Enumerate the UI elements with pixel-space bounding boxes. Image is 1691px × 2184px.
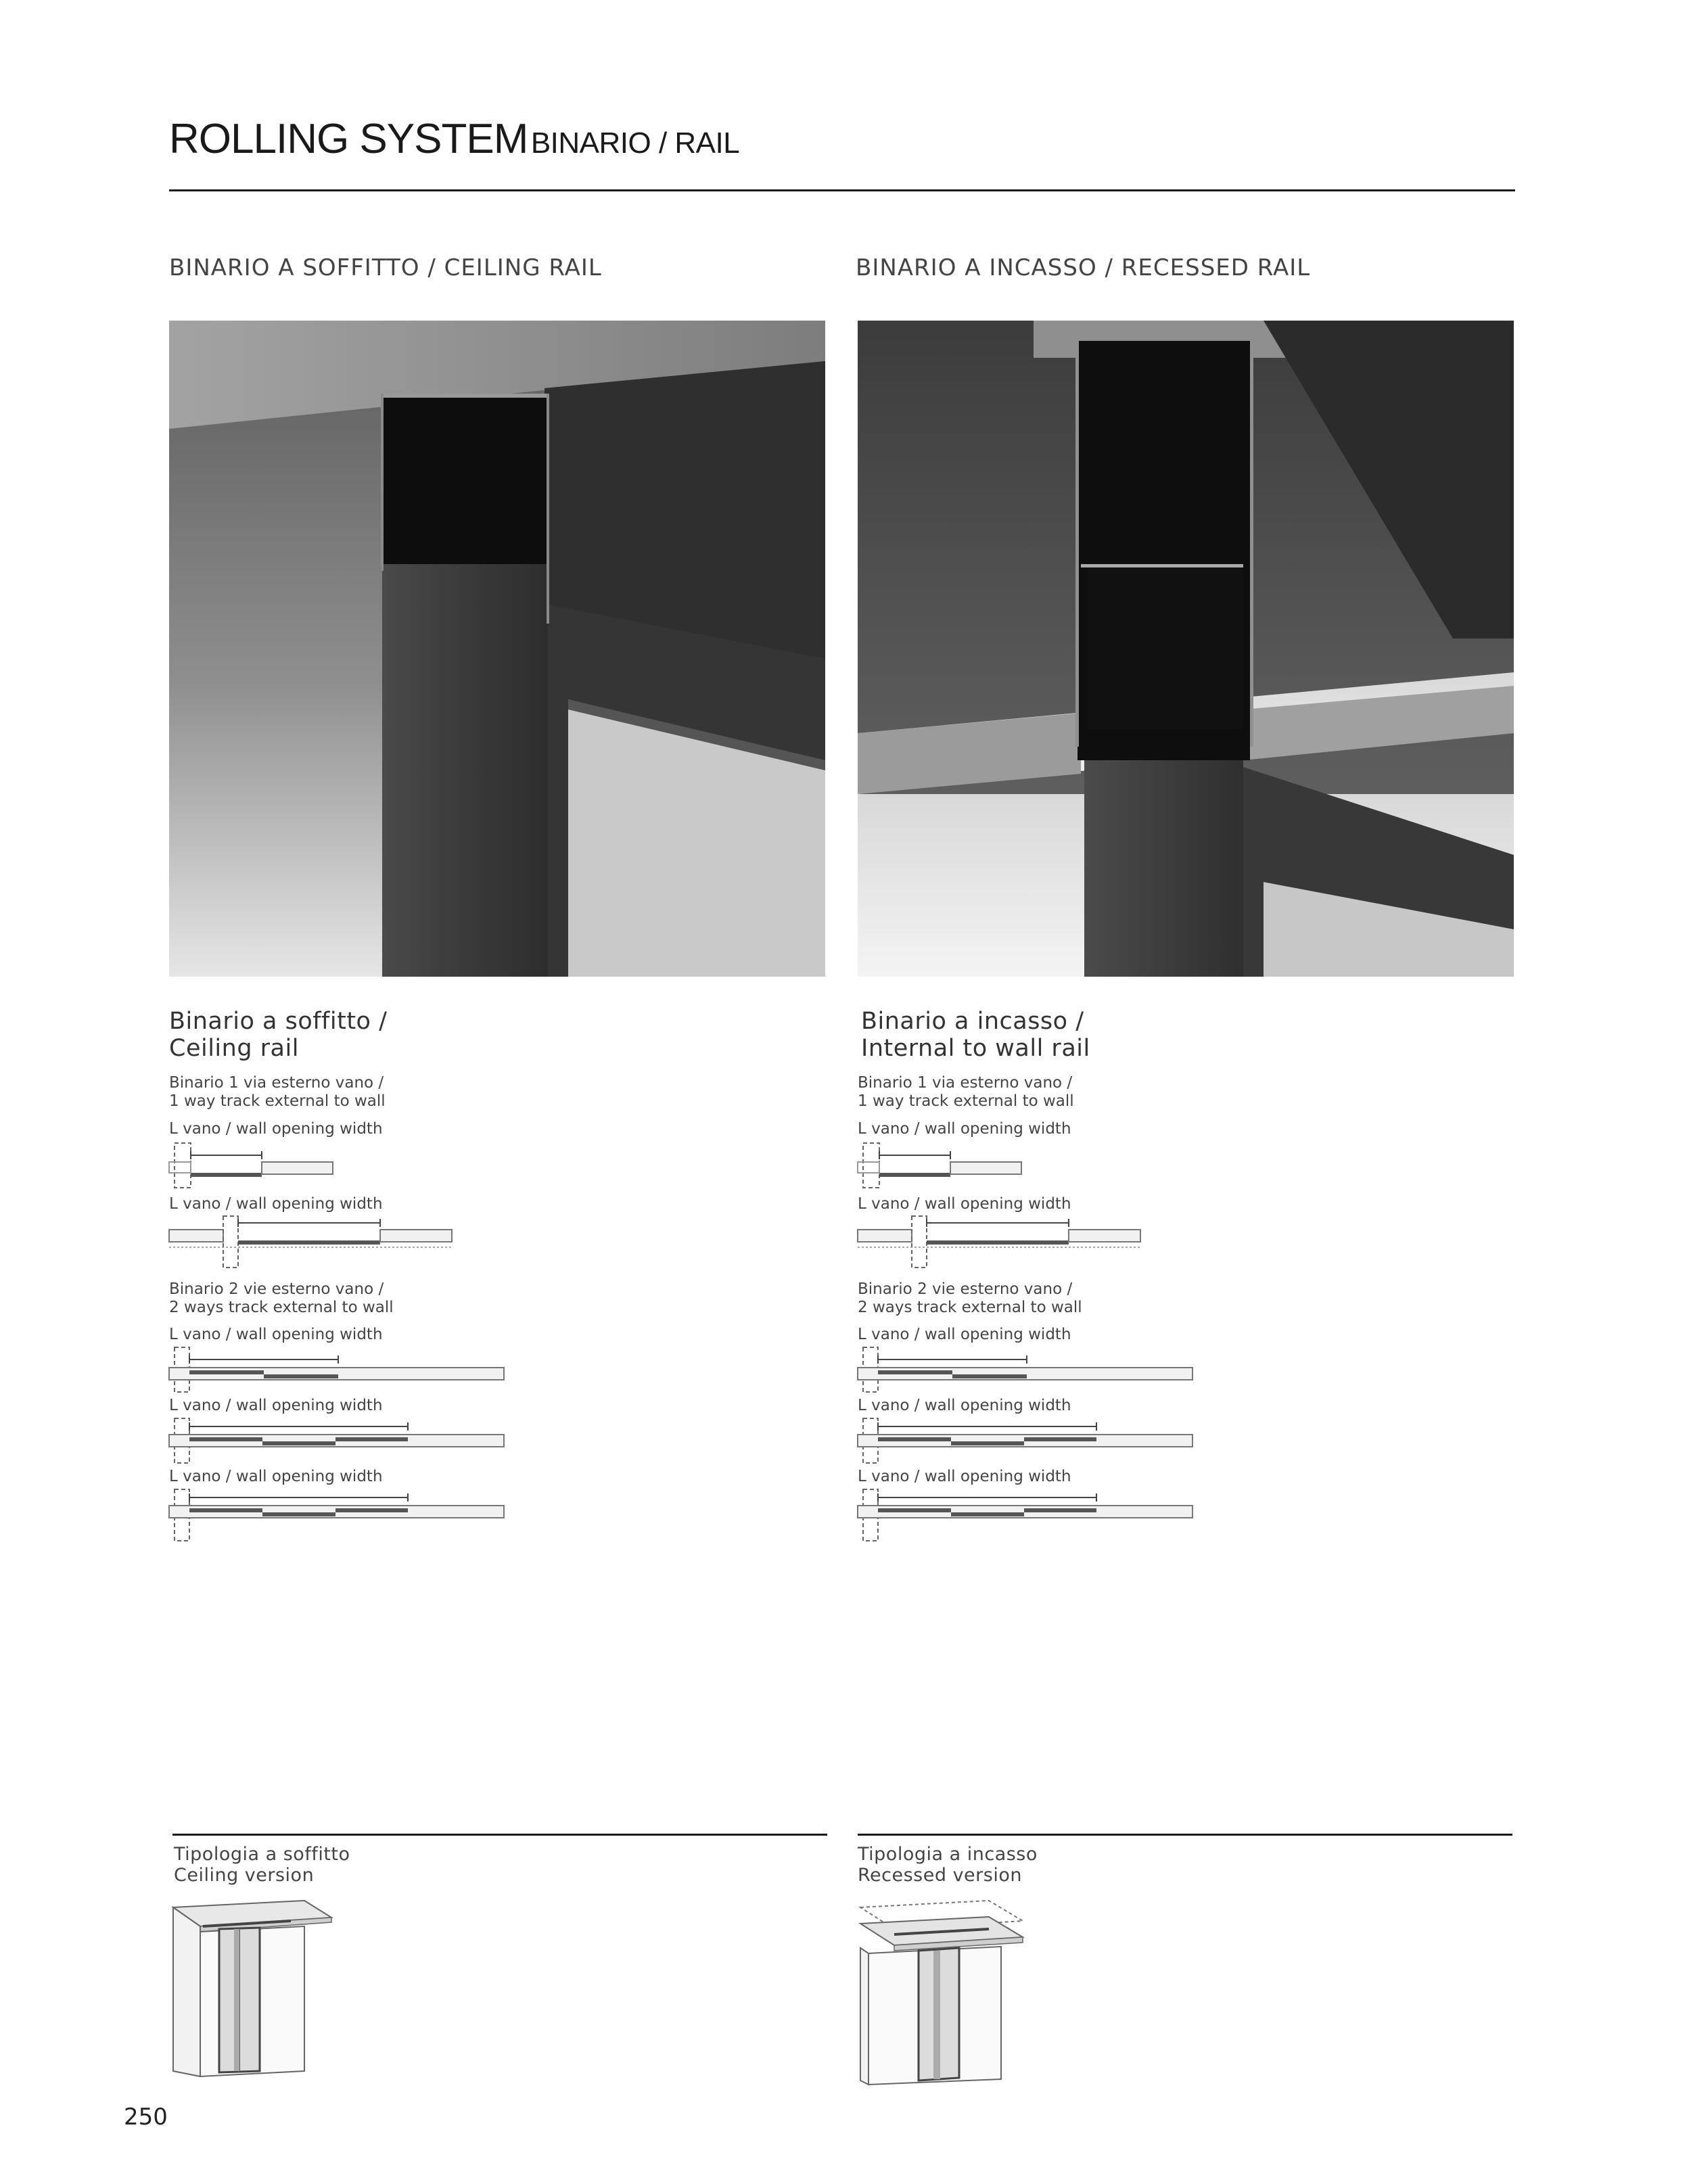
recessed-version-illustration: [854, 1894, 1036, 2090]
right-group1-line1: Binario 1 via esterno vano /: [858, 1074, 1073, 1092]
title-main: ROLLING SYSTEM: [169, 116, 528, 162]
right-width-label-4: L vano / wall opening width: [858, 1397, 1071, 1414]
page-number: 250: [124, 2104, 168, 2131]
right-subheading: [861, 1008, 1090, 1062]
left-group1-line2: 1 way track external to wall: [169, 1092, 386, 1110]
right-subheading-line2: Internal to wall rail: [861, 1035, 1090, 1062]
left-footer-line2: Ceiling version: [174, 1865, 315, 1886]
left-footer-divider: [172, 1834, 827, 1836]
right-group1-line2: 1 way track external to wall: [858, 1092, 1074, 1110]
right-width-label-3: L vano / wall opening width: [858, 1326, 1071, 1343]
left-group1-line1: Binario 1 via esterno vano /: [169, 1074, 384, 1092]
left-width-label-4: L vano / wall opening width: [169, 1397, 383, 1414]
right-diagram-1: [858, 1142, 1027, 1189]
right-diagram-2: [858, 1215, 1149, 1269]
left-group2-line1: Binario 2 vie esterno vano /: [169, 1280, 384, 1298]
right-width-label-1: L vano / wall opening width: [858, 1120, 1071, 1138]
right-diagram-3: [858, 1346, 1196, 1393]
left-width-label-2: L vano / wall opening width: [169, 1195, 383, 1213]
title-sub: BINARIO / RAIL: [530, 126, 740, 160]
ceiling-version-illustration: [169, 1894, 338, 2083]
left-width-label-1: L vano / wall opening width: [169, 1120, 383, 1138]
left-column-heading: BINARIO A SOFFITTO / CEILING RAIL: [169, 254, 602, 281]
right-width-label-5: L vano / wall opening width: [858, 1468, 1071, 1485]
left-width-label-3: L vano / wall opening width: [169, 1326, 383, 1343]
right-group2-line1: Binario 2 vie esterno vano /: [858, 1280, 1073, 1298]
left-footer-line1: Tipologia a soffitto: [174, 1844, 350, 1865]
right-footer-line1: Tipologia a incasso: [858, 1844, 1038, 1865]
right-footer-divider: [858, 1834, 1512, 1836]
left-diagram-5: [169, 1488, 507, 1542]
ceiling-rail-photo: [169, 321, 825, 977]
left-footer-caption: [174, 1844, 350, 1886]
right-group2-caption: [858, 1280, 1082, 1317]
left-group2-line2: 2 ways track external to wall: [169, 1299, 394, 1316]
right-footer-line2: Recessed version: [858, 1865, 1022, 1886]
left-group2-caption: [169, 1280, 394, 1317]
left-width-label-5: L vano / wall opening width: [169, 1468, 383, 1485]
left-subheading-line1: Binario a soffitto /: [169, 1008, 388, 1035]
right-diagram-5: [858, 1488, 1196, 1542]
right-footer-caption: [858, 1844, 1038, 1886]
right-width-label-2: L vano / wall opening width: [858, 1195, 1071, 1213]
right-group2-line2: 2 ways track external to wall: [858, 1299, 1082, 1316]
page-title: [169, 115, 739, 163]
left-diagram-3: [169, 1346, 507, 1393]
right-diagram-4: [858, 1417, 1196, 1464]
left-diagram-4: [169, 1417, 507, 1464]
title-divider: [169, 189, 1515, 191]
left-subheading-line2: Ceiling rail: [169, 1035, 299, 1062]
right-group1-caption: [858, 1074, 1074, 1111]
recessed-rail-photo: [858, 321, 1514, 977]
left-subheading: [169, 1008, 387, 1062]
left-group1-caption: [169, 1074, 386, 1111]
left-diagram-1: [169, 1142, 338, 1189]
right-subheading-line1: Binario a incasso /: [861, 1008, 1084, 1035]
right-column-heading: BINARIO A INCASSO / RECESSED RAIL: [856, 254, 1311, 281]
left-diagram-2: [169, 1215, 460, 1269]
